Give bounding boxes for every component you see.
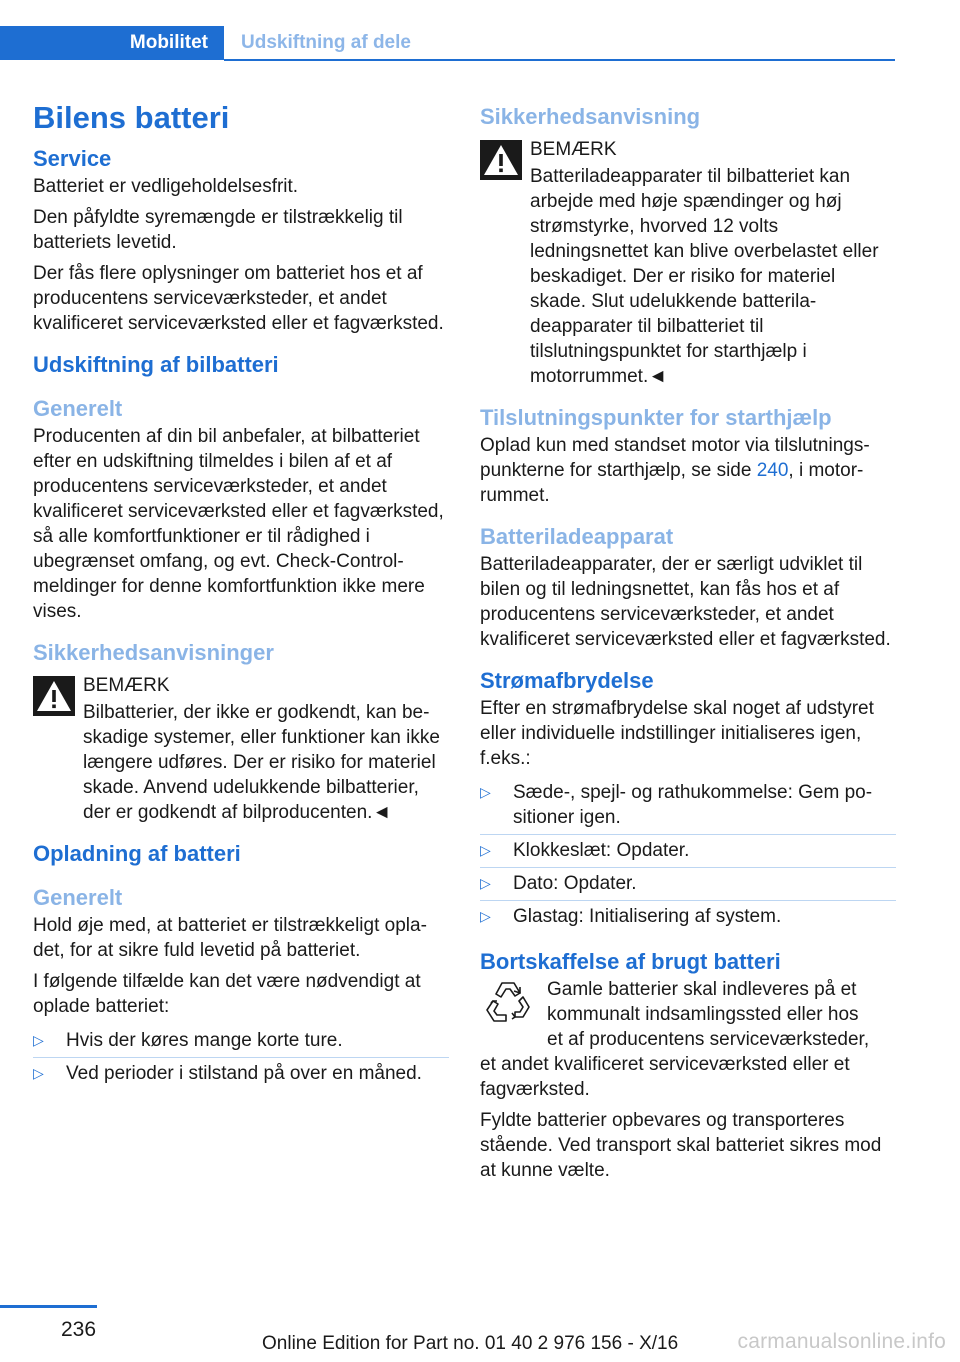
list-item bbox=[480, 868, 896, 901]
list-item bbox=[33, 1058, 449, 1090]
jump-start-heading: Tilslutningspunkter for starthjælp bbox=[480, 405, 832, 430]
disposal-line-2: kommunalt indsamlingssted eller hos bbox=[547, 1004, 859, 1025]
footer-rule bbox=[0, 1305, 97, 1308]
recycle-icon bbox=[482, 979, 534, 1029]
triangle-right-icon: ▷ bbox=[480, 875, 491, 891]
charger-heading: Batteriladeapparat bbox=[480, 524, 674, 549]
safety-heading: Sikkerhedsanvisninger bbox=[33, 640, 274, 665]
header-rule bbox=[224, 59, 895, 61]
charger-safety-heading: Sikkerhedsanvisning bbox=[480, 104, 701, 129]
power-interruption-heading: Strømafbrydelse bbox=[480, 668, 654, 693]
disposal-line-4: et andet kvalificeret serviceværksted eller et fagværksted. bbox=[480, 1054, 850, 1100]
disposal-heading: Bortskaffelse af brugt batteri bbox=[480, 949, 781, 974]
list-item bbox=[480, 901, 896, 933]
warning-text bbox=[33, 700, 449, 825]
triangle-right-icon: ▷ bbox=[480, 908, 491, 924]
list-item-text: Sæde-, spejl- og rathukommelse: Gem positioner igen. bbox=[513, 782, 873, 828]
power-paragraph: Efter en strømafbrydelse skal noget af udstyret eller individuelle indstillinger initialiseres igen, f.eks.: bbox=[480, 698, 874, 769]
page-reference-link[interactable]: 240 bbox=[756, 460, 789, 481]
jump-start-paragraph bbox=[480, 433, 896, 508]
warning-text-content: Batteriladeapparater til bilbatteriet kan arbejde med høje spændinger og høj strømstyrke, hvorved 12 volts ledningsnettet kan blive overbelastet eller beskadiget. Der er risiko for materiel skade. Slut udelukkende batteriladeapparater til bilbatteriet til tilslutningspunktet for starthjælp i motorrummet.◄ bbox=[530, 166, 879, 387]
warning-label: BEMÆRK bbox=[530, 139, 617, 160]
warning-notice bbox=[33, 672, 449, 825]
list-item-text: Dato: Opdater. bbox=[513, 873, 637, 894]
left-column bbox=[33, 98, 449, 1098]
replace-battery-heading: Udskiftning af bilbatteri bbox=[33, 352, 279, 377]
charging-general-heading: Generelt bbox=[33, 885, 123, 910]
charging-list bbox=[33, 1025, 449, 1090]
disposal-paragraph-2: Fyldte batterier opbevares og transporteres stående. Ved transport skal batteriet sikres mod at kunne vælte. bbox=[480, 1110, 882, 1181]
list-item-text: Glastag: Initialisering af system. bbox=[513, 906, 782, 927]
section-tab-replacement: Udskiftning af dele bbox=[241, 32, 411, 53]
right-column bbox=[480, 102, 896, 1189]
triangle-right-icon: ▷ bbox=[480, 784, 491, 800]
warning-text-content: Bilbatterier, der ikke er godkendt, kan beskadige systemer, eller funktioner kan ikke længere udføres. Der er risiko for materiel skade. Anvend udelukkende bilbatterier, der er godkendt af bilproducenten.◄ bbox=[83, 702, 440, 823]
charging-paragraph-1: Hold øje med, at batteriet er tilstrækkeligt opladet, for at sikre fuld levetid på batteriet. bbox=[33, 915, 427, 961]
warning-triangle-icon bbox=[480, 140, 522, 180]
edition-text: Online Edition for Part no. 01 40 2 976 156 - X/16 bbox=[262, 1333, 679, 1354]
service-heading: Service bbox=[33, 146, 112, 171]
list-item bbox=[480, 835, 896, 868]
page-number: 236 bbox=[61, 1318, 97, 1341]
list-item-text: Hvis der køres mange korte ture. bbox=[66, 1030, 343, 1051]
general-paragraph: Producenten af din bil anbefaler, at bilbatteriet efter en udskiftning tilmeldes i bilen af et af producentens serviceværksteder, et andet kvalificeret serviceværksted eller et fagværksted, så alle komfortfunktioner er til rådighed i ubegrænset omfang, og evt. Check-Control-meldinger for denne komfortfunktion ikke mere vises. bbox=[33, 426, 444, 622]
service-paragraph-3: Der fås flere oplysninger om batteriet hos et af producentens serviceværksteder, et andet kvalificeret serviceværksted eller et fagværksted. bbox=[33, 263, 444, 334]
warning-label: BEMÆRK bbox=[83, 675, 170, 696]
disposal-line-3: et af producentens serviceværksteder, bbox=[547, 1029, 870, 1050]
chapter-tab-mobilitet: Mobilitet bbox=[0, 26, 224, 60]
list-item bbox=[33, 1025, 449, 1058]
charging-heading: Opladning af batteri bbox=[33, 841, 241, 866]
triangle-right-icon: ▷ bbox=[480, 842, 491, 858]
disposal-block bbox=[480, 977, 896, 1102]
list-item-text: Ved perioder i stilstand på over en måned. bbox=[66, 1063, 422, 1084]
jump-text-before: Oplad kun med standset motor via tilslutningspunkterne for starthjælp, se side bbox=[480, 435, 870, 481]
list-item-text: Klokkeslæt: Opdater. bbox=[513, 840, 690, 861]
warning-text bbox=[480, 164, 896, 389]
service-paragraph-2: Den påfyldte syremængde er tilstrækkelig til batteriets levetid. bbox=[33, 207, 403, 253]
list-item bbox=[480, 777, 896, 835]
page-title: Bilens batteri bbox=[33, 100, 230, 135]
charging-paragraph-2: I følgende tilfælde kan det være nødvendigt at oplade batteriet: bbox=[33, 971, 421, 1017]
charger-paragraph: Batteriladeapparater, der er særligt udviklet til bilen og til ledningsnettet, kan fås hos et af producentens serviceværksteder, et andet kvalificeret serviceværksted eller et fagværksted. bbox=[480, 554, 891, 650]
triangle-right-icon: ▷ bbox=[33, 1032, 44, 1048]
watermark: carmanualsonline.info bbox=[737, 1330, 946, 1353]
service-paragraph-1: Batteriet er vedligeholdelsesfrit. bbox=[33, 176, 299, 197]
jump-text-after: , i motorrummet. bbox=[480, 460, 864, 506]
page-header bbox=[0, 26, 895, 62]
disposal-line-1: Gamle batterier skal indleveres på et bbox=[547, 979, 857, 1000]
charger-warning-notice bbox=[480, 136, 896, 389]
general-heading: Generelt bbox=[33, 396, 123, 421]
triangle-right-icon: ▷ bbox=[33, 1065, 44, 1081]
warning-triangle-icon bbox=[33, 676, 75, 716]
power-list bbox=[480, 777, 896, 933]
